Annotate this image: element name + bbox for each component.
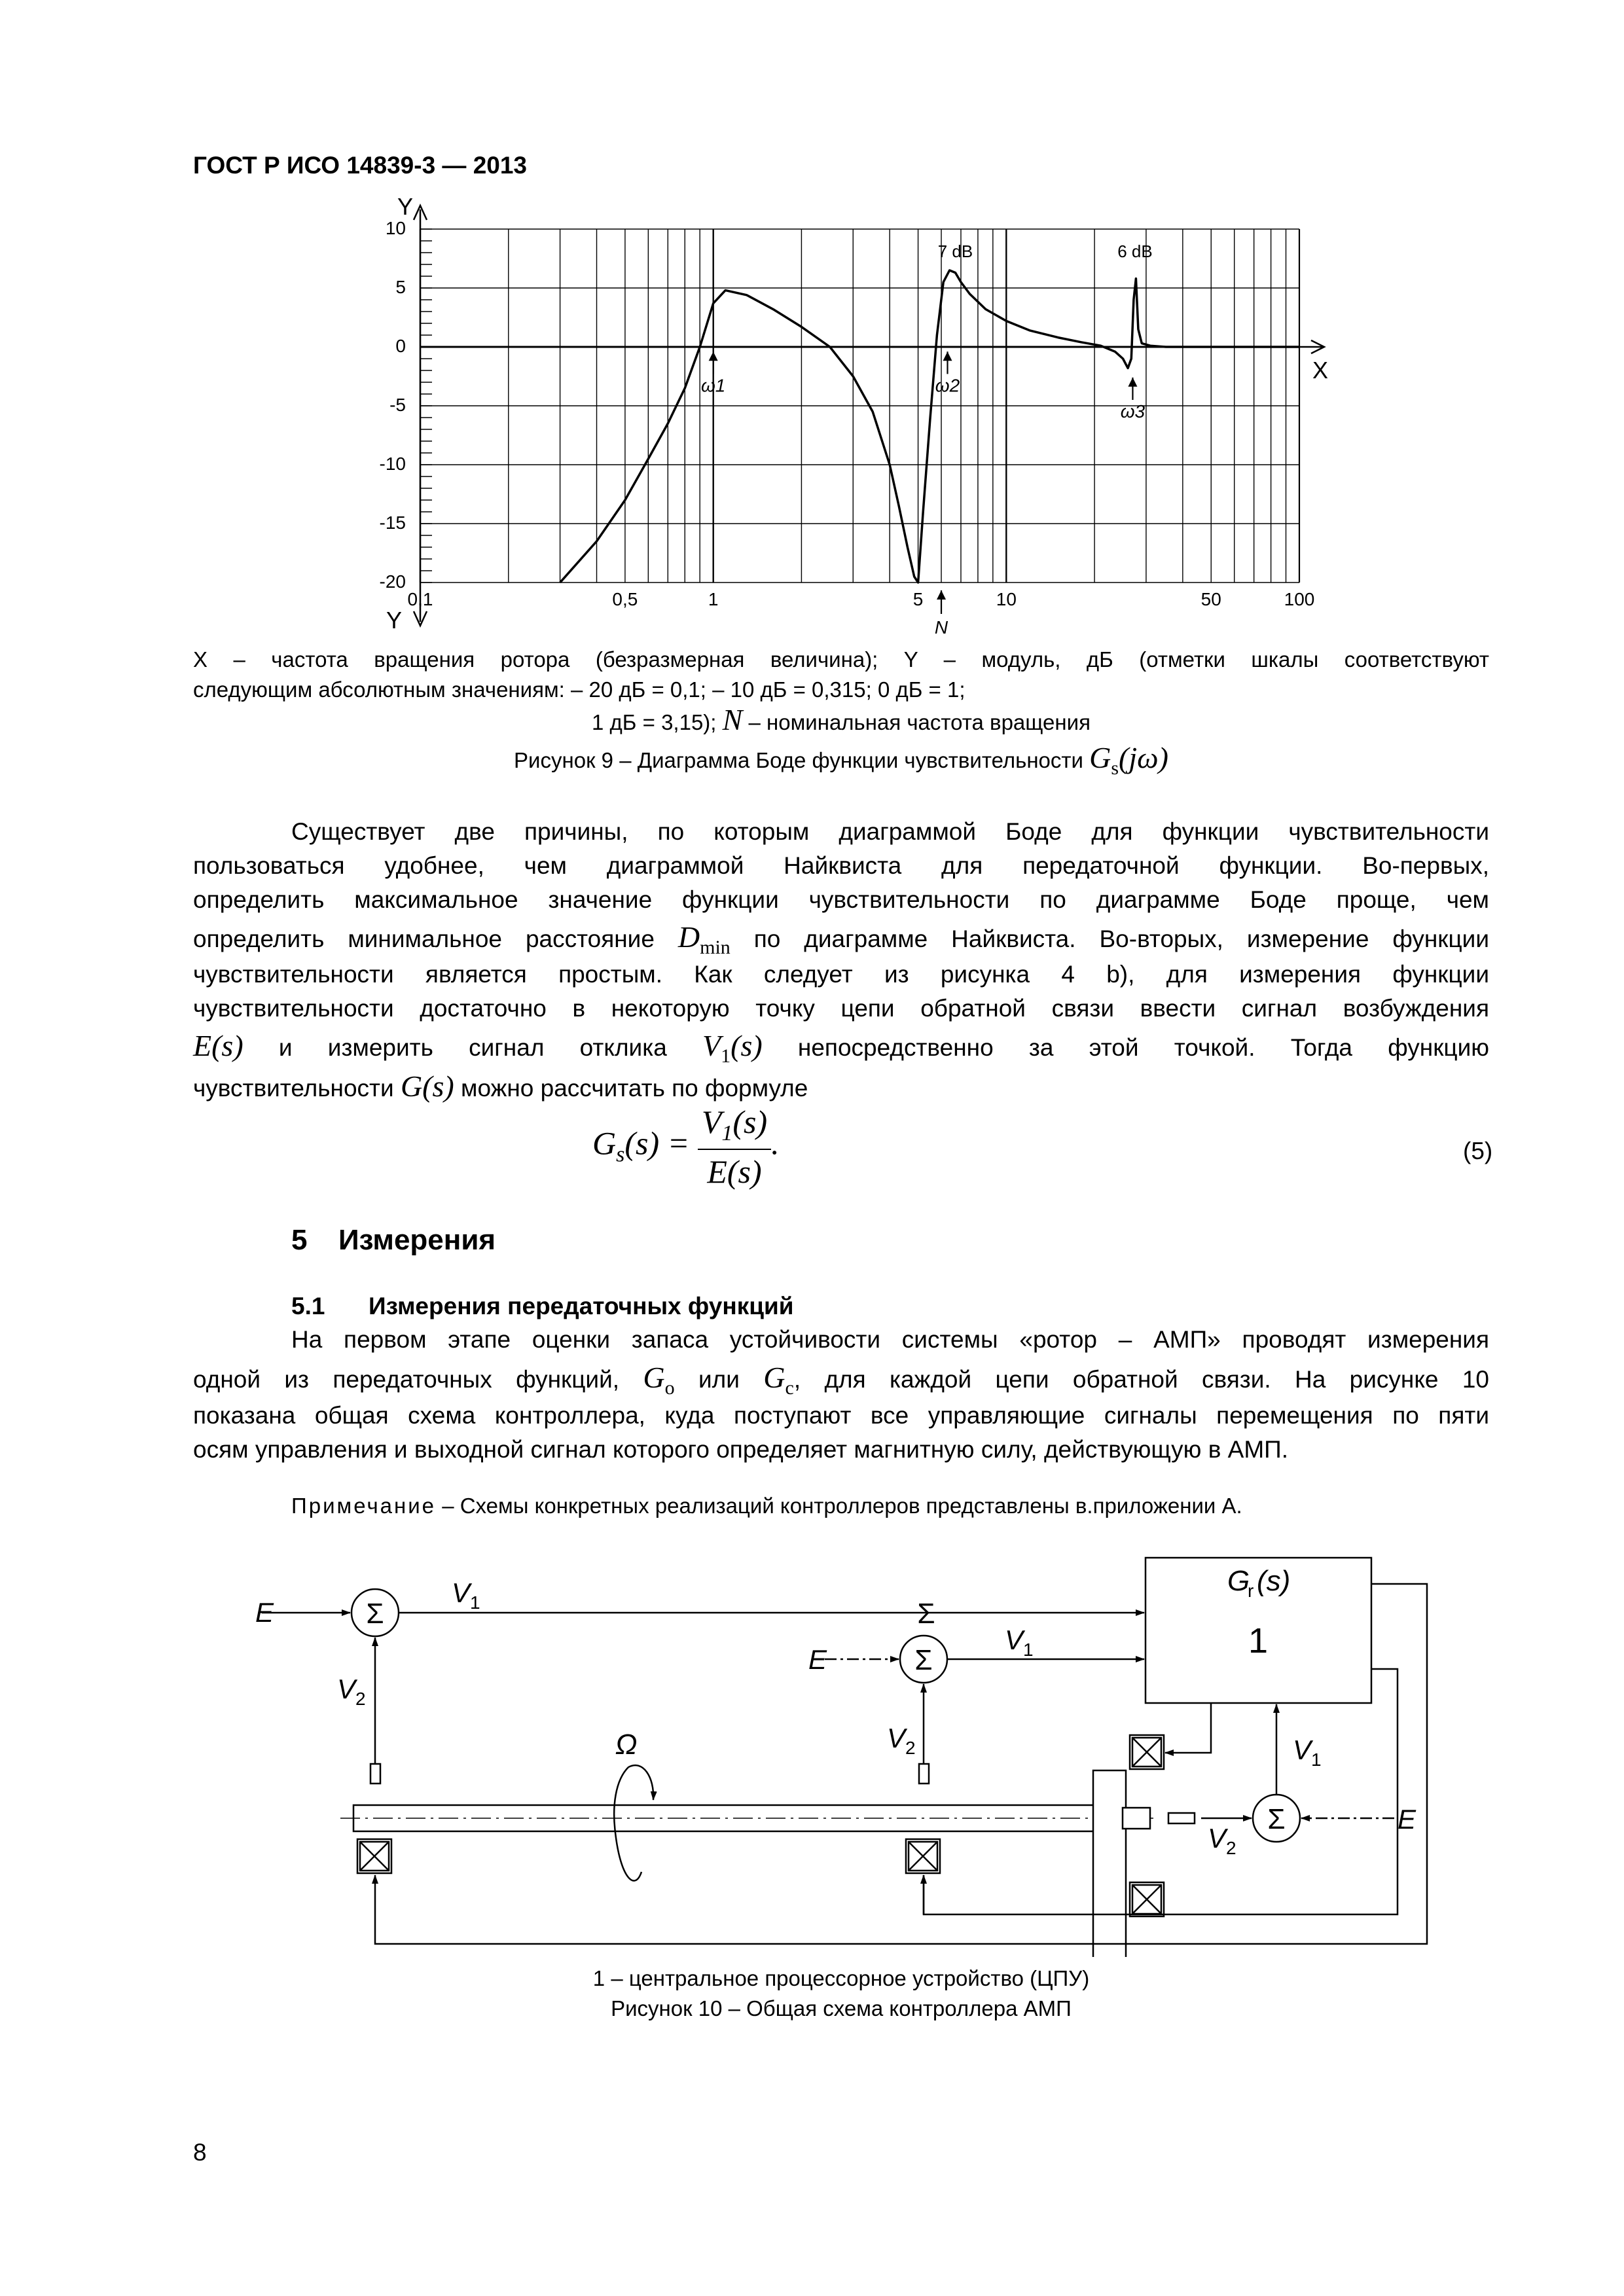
p2-line4: осям управления и выходной сигнал которого определяет магнитную силу, действующую в АМП. [193, 1436, 1289, 1463]
formula-lhs-sub: s [616, 1142, 625, 1167]
note-label: Примечание [291, 1494, 437, 1518]
section-5-number: 5 [291, 1224, 308, 1256]
omega2-arrow-head [943, 351, 952, 361]
sensor-2 [919, 1764, 929, 1784]
formula-num-arg: (s) [732, 1103, 768, 1140]
p1-l7-w8: точкой. [1174, 1034, 1255, 1061]
p2-line1: На первом этапе оценки запаса устойчивости системы «ротор – АМП» проводят измерения [291, 1326, 1489, 1353]
p1-l7-w5: непосредственно [797, 1034, 994, 1061]
formula-num-sub: 1 [721, 1121, 733, 1145]
y-tick-label: -5 [389, 395, 406, 415]
rotor-disk [1093, 1770, 1126, 1957]
y-tick-label: 10 [385, 218, 406, 238]
p1-l8-pre: чувствительности [193, 1075, 394, 1102]
label-V1-1-sub: 1 [470, 1592, 480, 1613]
label-V2-2-sub: 2 [905, 1738, 916, 1758]
controller-schema [242, 1551, 1460, 1957]
label-V1-1: V [452, 1577, 471, 1608]
peak-label-6db: 6 dB [1117, 242, 1153, 262]
p1-l7-var1: E(s) [193, 1029, 244, 1062]
p1-l7-w2: измерить [327, 1034, 433, 1061]
p1-l7-var2-arg: (s) [731, 1029, 763, 1062]
bearing-1 [357, 1839, 391, 1873]
bode-chart [367, 190, 1329, 648]
caption-math-sub: s [1111, 757, 1119, 780]
y-tick-label: -20 [379, 571, 406, 592]
label-omega: Ω [615, 1729, 638, 1761]
label-V2-1-sub: 2 [355, 1689, 366, 1709]
omega2-label: ω2 [935, 375, 960, 396]
p2-line3: показана общая схема контроллера, куда поступают все управляющие сигналы перемещения по пяти [193, 1402, 1489, 1429]
label-V2-2: V [887, 1723, 906, 1753]
p1-l7-w10: функцию [1388, 1034, 1490, 1061]
label-V2-1: V [337, 1674, 356, 1704]
paragraph-1 [193, 815, 1489, 1107]
figure9-caption [193, 743, 1489, 783]
p2-l2-gc-sub: c [785, 1377, 794, 1399]
p1-l4-var: D [677, 920, 700, 954]
caption-math: G [1089, 741, 1111, 774]
p1-l7-w3: сигнал [469, 1034, 545, 1061]
p1-line6: чувствительности достаточно в некоторую точку цепи обратной связи ввести сигнал возбуждения [193, 995, 1489, 1022]
cpu-title: G [1227, 1565, 1250, 1597]
figure9-legend-line2: следующим абсолютным значениям: – 20 дБ = 0,1; – 10 дБ = 0,315; 0 дБ = 1; [193, 677, 965, 702]
y-axis-label-bottom: Y [386, 607, 403, 634]
y-tick-label: -15 [379, 512, 406, 533]
note [291, 1494, 1242, 1518]
p1-line5: чувствительности является простым. Как следует из рисунка 4 b), для измерения функции [193, 961, 1489, 988]
caption-math-arg: (jω) [1119, 741, 1168, 774]
sigma-1: Σ [366, 1598, 384, 1630]
figure9-caption-text: Рисунок 9 – Диаграмма Боде функции чувствительности [514, 748, 1083, 772]
figure10-legend: 1 – центральное процессорное устройство (ЦПУ) [592, 1966, 1090, 1990]
page-number: 8 [193, 2139, 207, 2166]
label-E-2: E [808, 1644, 827, 1675]
cpu-number: 1 [1248, 1621, 1269, 1660]
label-E-3: E [1398, 1804, 1416, 1835]
x-tick-label: 50 [1200, 589, 1221, 609]
label-E-1: E [255, 1597, 274, 1628]
label-V2-3: V [1208, 1823, 1227, 1854]
figure9-legend-line1: X – частота вращения ротора (безразмерная величина); Y – модуль, дБ (отметки шкалы соответствуют [193, 647, 1489, 672]
bearing-3-top [1130, 1735, 1164, 1769]
p1-l4-pre: определить минимальное расстояние [193, 925, 655, 952]
cpu-title-arg: (s) [1257, 1565, 1291, 1597]
x-tick-label: 0,5 [612, 589, 638, 609]
legend3-pre: 1 дБ = 3,15); [592, 710, 717, 734]
p2-l2-pre: одной из передаточных функций, [193, 1366, 620, 1393]
p2-l2-gc: G [763, 1361, 785, 1394]
p1-l4-post: по диаграмме Найквиста. Во-вторых, измерение функции [753, 925, 1490, 952]
figure9-legend-line3 [193, 705, 1489, 738]
sigma-1-label: Σ [917, 1598, 935, 1630]
p1-l7-w4: отклика [579, 1034, 667, 1061]
p1-line3: определить максимальное значение функции чувствительности по диаграмме Боде проще, чем [193, 886, 1489, 913]
p1-line2: пользоваться удобнее, чем диаграммой Найквиста для передаточной функции. Во-первых, [193, 852, 1489, 879]
p1-l7-w1: и [278, 1034, 293, 1061]
p2-l2-post: , для каждой цепи обратной связи. На рисунке 10 [793, 1366, 1490, 1393]
y-tick-label: 0 [395, 336, 406, 356]
nominal-arrow-head [937, 590, 946, 600]
p1-l7-w7: этой [1089, 1034, 1139, 1061]
omega3-arrow-head [1128, 378, 1137, 387]
p1-l7-var2-sub: 1 [721, 1045, 731, 1067]
equation-number: (5) [1463, 1138, 1493, 1164]
p2-line2 [193, 1357, 1489, 1399]
figure10-caption: Рисунок 10 – Общая схема контроллера АМП [611, 1996, 1072, 2020]
y-tick-label: -10 [379, 454, 406, 474]
x-tick-label: 1 [708, 589, 719, 609]
p2-l2-go: G [643, 1361, 665, 1394]
omega3-label: ω3 [1120, 401, 1146, 422]
formula-fraction [698, 1103, 771, 1191]
p1-l8-post: можно рассчитать по формуле [461, 1075, 808, 1102]
p1-line4 [193, 917, 1489, 958]
paragraph-2 [193, 1323, 1489, 1467]
p2-l2-mid: или [698, 1366, 740, 1393]
formula-5 [592, 1103, 780, 1191]
p1-line7 [193, 1026, 1489, 1066]
section-5-1-title: Измерения передаточных функций [369, 1293, 794, 1319]
p1-l8-var: G(s) [400, 1069, 454, 1103]
y-tick-label: 5 [395, 277, 406, 297]
y-axis-label: Y [397, 193, 414, 220]
x-tick-label: 100 [1284, 589, 1315, 609]
document-header: ГОСТ Р ИСО 14839-3 — 2013 [193, 152, 528, 179]
x-tick-label: 10 [996, 589, 1017, 609]
formula-den: E(s) [707, 1153, 762, 1190]
sensor-1 [370, 1764, 380, 1784]
p1-l7-w9: Тогда [1290, 1034, 1353, 1061]
label-V2-3-sub: 2 [1226, 1838, 1236, 1858]
legend3-var: N [722, 703, 743, 736]
bode-curve [560, 270, 1299, 583]
p1-l7-w6: за [1028, 1034, 1054, 1061]
formula-lhs: G [592, 1124, 617, 1162]
section-5-heading [291, 1224, 496, 1257]
label-V1-3: V [1293, 1734, 1312, 1765]
sigma-3: Σ [1267, 1803, 1286, 1835]
section-5-1-number: 5.1 [291, 1293, 325, 1319]
omega1-label: ω1 [700, 375, 726, 396]
formula-num: V [701, 1103, 722, 1140]
p1-line1: Существует две причины, по которым диаграммой Боде для функции чувствительности [291, 818, 1489, 845]
x-axis-label: X [1312, 357, 1329, 384]
p1-l7-var2: V [702, 1029, 721, 1062]
label-V1-2: V [1005, 1624, 1024, 1655]
formula-lhs-arg: (s) = [624, 1124, 690, 1162]
note-text: – Схемы конкретных реализаций контроллеров представлены в.приложении А. [442, 1494, 1242, 1518]
label-V1-3-sub: 1 [1311, 1749, 1322, 1770]
x-tick-label: 5 [912, 589, 924, 609]
p1-line8 [193, 1066, 1489, 1107]
sensor-3 [1168, 1813, 1195, 1823]
nominal-label: N [934, 617, 948, 637]
bearing-2 [906, 1839, 940, 1873]
section-5-title: Измерения [338, 1224, 496, 1256]
omega1-arrow-head [709, 351, 718, 361]
p1-l4-sub: min [700, 937, 731, 959]
p2-l2-go-sub: o [664, 1377, 675, 1399]
cpu-title-sub: r [1248, 1581, 1254, 1601]
sigma-2: Σ [914, 1644, 933, 1676]
bearing-3-bottom [1130, 1882, 1164, 1916]
label-V1-2-sub: 1 [1023, 1640, 1034, 1660]
peak-label-7db: 7 dB [937, 242, 973, 262]
legend3-post: – номинальная частота вращения [748, 710, 1091, 734]
formula-dot: . [771, 1124, 780, 1162]
section-5-1-heading [291, 1293, 794, 1320]
x-tick-label: 0,1 [407, 589, 433, 609]
